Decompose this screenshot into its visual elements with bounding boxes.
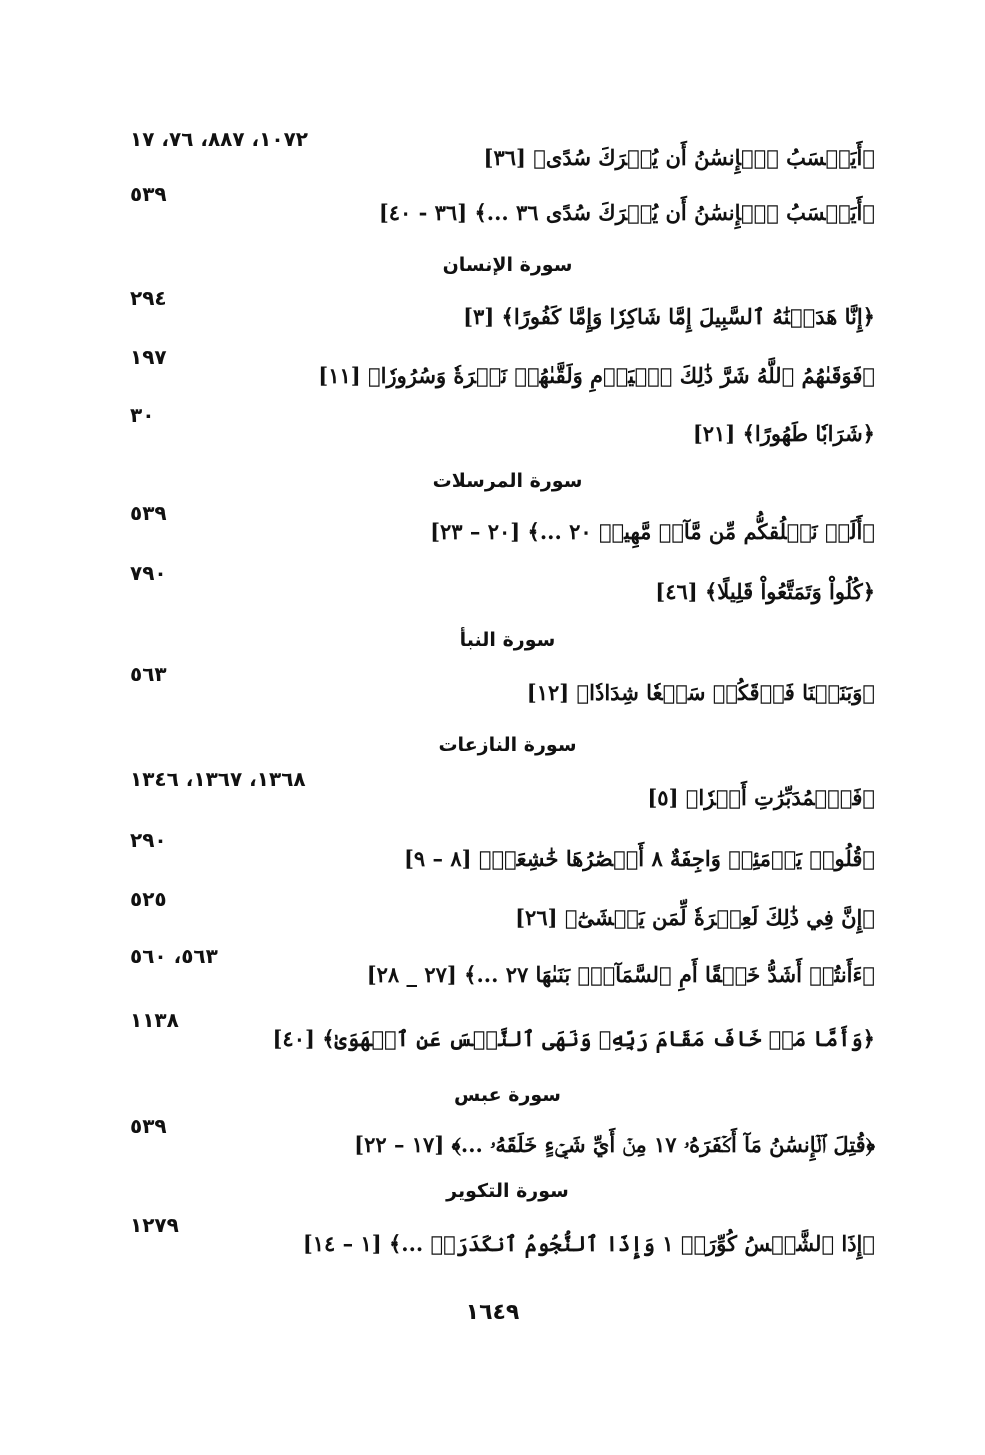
index-entry [0,767,985,818]
index-entry [0,1008,985,1059]
index-entry [0,1213,985,1264]
verse-reference: ﴿وَبَنَيۡنَا فَوۡقَكُمۡ سَبۡعٗا شِدَادٗا﴾ [١٢] [526,680,875,705]
surah-heading [0,625,985,655]
verse-reference: ﴿إِنَّا هَدَيۡنَٰهُ ٱلسَّبِيلَ إِمَّا شَاكِرٗا وَإِمَّا كَفُورًا﴾ [٣] [463,304,875,329]
page-number: ١٦٤٩ [465,1300,520,1325]
surah-heading [0,466,985,496]
page-references: ٥٦٣، ٥٦٠ [130,944,218,968]
page-references: ١٠٧٢، ٨٨٧، ٧٦، ١٧ [130,127,308,151]
index-entry [0,944,985,995]
index-entry [0,828,985,879]
verse-reference: ﴿كُلُواْ وَتَمَتَّعُواْ قَلِيلًا﴾ [٤٦] [655,579,875,604]
surah-heading [0,250,985,280]
page-references: ٥٣٩ [130,1114,167,1138]
index-entry [0,501,985,552]
index-entry [0,182,985,233]
surah-heading [0,1080,985,1110]
verse-reference: ﴿قُلُوبٞ يَوۡمَئِذٖ وَاجِفَةٌ ٨ أَبۡصَٰرُهَا خَٰشِعَةٞ﴾ [٨ – ٩] [403,846,875,871]
index-entry [0,403,985,454]
verse-reference: ﴿شَرَابٗا طَهُورًا﴾ [٢١] [692,421,875,446]
surah-title: سورة النازعات [438,734,577,756]
verse-reference: ﴿فَٱلۡمُدَبِّرَٰتِ أَمۡرٗا﴾ [٥] [647,785,875,810]
surah-heading [0,1176,985,1206]
surah-title: سورة المرسلات [432,470,583,492]
verse-reference: ﴿فَوَقَىٰهُمُ ٱللَّهُ شَرَّ ذَٰلِكَ ٱلۡيَوۡمِ وَلَقَّىٰهُمۡ نَضۡرَةٗ وَسُرُورٗا﴾ [١١] [318,363,875,388]
verse-reference: ﴿أَلَمۡ نَخۡلُقكُّم مِّن مَّآءٖ مَّهِينٖ ٢٠ ...﴾ [٢٠ – ٢٣] [430,519,875,544]
page-references: ٢٩٤ [130,286,167,310]
verse-reference: ﴿قُتِلَ ٱلۡإِنسَٰنُ مَآ أَكۡفَرَهُۥ ١٧ مِنۡ أَيِّ شَيۡءٍ خَلَقَهُۥ ...﴾ [١٧ – ٢٢] [354,1132,875,1157]
surah-title: سورة التكوير [446,1180,569,1202]
page-references: ١٣٦٨، ١٣٦٧، ١٣٤٦ [130,767,306,791]
index-entry [0,1114,985,1165]
index-entry [0,561,985,612]
page-references: ١١٣٨ [130,1008,179,1032]
page-references: ٥٢٥ [130,887,167,911]
page-references: ١٢٧٩ [130,1213,179,1237]
surah-title: سورة الإنسان [442,254,573,276]
index-entry [0,662,985,713]
surah-heading [0,730,985,760]
page-references: ٣٠ [130,403,155,427]
verse-reference: ﴿إِنَّ فِي ذَٰلِكَ لَعِبۡرَةٗ لِّمَن يَخۡشَىٰٓ﴾ [٢٦] [515,905,875,930]
index-entry [0,127,985,178]
page-references: ٥٣٩ [130,182,167,206]
page-references: ٥٣٩ [130,501,167,525]
page-references: ٧٩٠ [130,561,167,585]
verse-reference: ﴿وَأَمَّا مَنۡ خَافَ مَقَامَ رَبِّهِۦ وَنَهَى ٱلنَّفۡسَ عَنِ ٱلۡهَوَىٰ﴾ [٤٠] [272,1026,875,1051]
surah-title: سورة عبس [454,1084,561,1106]
verse-reference: ﴿إِذَا ٱلشَّمۡسُ كُوِّرَتۡ ١ وَإِذَا ٱلنُّجُومُ ٱنكَدَرَتۡ ...﴾ [١ – ١٤] [302,1231,875,1256]
page-references: ١٩٧ [130,345,167,369]
index-entry [0,345,985,396]
page-references: ٥٦٣ [130,662,167,686]
verse-reference: ﴿أَيَحۡسَبُ ٱلۡإِنسَٰنُ أَن يُتۡرَكَ سُدًى ٣٦ ...﴾ [٣٦ - ٤٠] [378,200,875,225]
page-references: ٢٩٠ [130,828,167,852]
verse-reference: ﴿ءَأَنتُمۡ أَشَدُّ خَلۡقًا أَمِ ٱلسَّمَآءُۚ بَنَىٰهَا ٢٧ ...﴾ [٢٧ _ ٢٨] [366,962,875,987]
verse-reference: ﴿أَيَحۡسَبُ ٱلۡإِنسَٰنُ أَن يُتۡرَكَ سُدًى﴾ [٣٦] [483,145,875,170]
surah-title: سورة النبأ [459,629,556,651]
index-entry [0,286,985,337]
index-entry [0,887,985,938]
